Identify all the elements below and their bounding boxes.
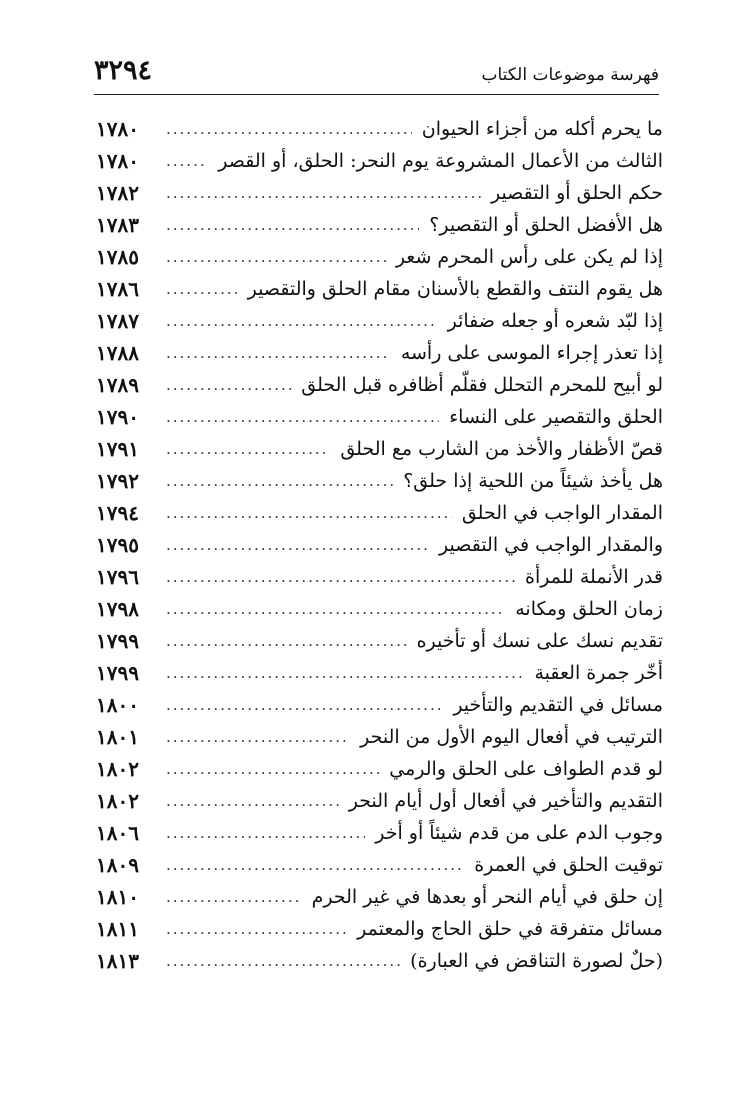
toc-entry-page-number: ١٨٠٦	[96, 821, 139, 845]
toc-entry	[96, 753, 663, 785]
dot-leader	[166, 663, 524, 683]
toc-entry-title: مسائل متفرقة في حلق الحاج والمعتمر	[357, 918, 663, 940]
toc-entry	[96, 785, 663, 817]
toc-entry-title: إذا لم يكن على رأس المحرم شعر	[395, 246, 663, 268]
header-divider	[94, 94, 659, 95]
toc-entry-page-number: ١٧٨٠	[96, 149, 139, 173]
toc-entry	[96, 561, 663, 593]
toc-entry-title: قصّ الأظفار والأخذ من الشارب مع الحلق	[340, 438, 663, 460]
toc-entry-title: لو قدم الطواف على الحلق والرمي	[389, 758, 663, 780]
toc-entry	[96, 881, 663, 913]
dot-leader	[166, 599, 505, 619]
book-section-title: فهرسة موضوعات الكتاب	[481, 65, 659, 85]
toc-entry-page-number: ١٨٠٢	[96, 789, 139, 813]
toc-entry	[96, 913, 663, 945]
table-of-contents	[96, 113, 663, 977]
toc-entry-page-number: ١٧٨٧	[96, 309, 139, 333]
toc-entry	[96, 593, 663, 625]
toc-entry	[96, 273, 663, 305]
toc-entry	[96, 721, 663, 753]
toc-entry-title: زمان الحلق ومكانه	[515, 598, 663, 620]
dot-leader	[166, 855, 464, 875]
toc-entry-title: الحلق والتقصير على النساء	[449, 406, 663, 428]
toc-entry-title: لو أبيح للمحرم التحلل فقلّم أظافره قبل الحلق	[301, 374, 663, 396]
toc-entry-page-number: ١٧٩٢	[96, 469, 139, 493]
toc-entry-page-number: ١٨٠٠	[96, 693, 139, 717]
toc-entry-title: هل يقوم النتف والقطع بالأسنان مقام الحلق والتقصير	[247, 278, 663, 300]
dot-leader	[166, 727, 350, 747]
dot-leader	[166, 695, 443, 715]
dot-leader	[166, 759, 379, 779]
dot-leader	[166, 215, 419, 235]
toc-entry-title: إذا تعذر إجراء الموسى على رأسه	[400, 342, 663, 364]
toc-entry-page-number: ١٨٠٩	[96, 853, 139, 877]
toc-entry	[96, 625, 663, 657]
toc-entry-page-number: ١٧٩١	[96, 437, 139, 461]
dot-leader	[166, 343, 391, 363]
dot-leader	[166, 439, 330, 459]
dot-leader	[166, 183, 481, 203]
toc-entry-title: التقديم والتأخير في أفعال أول أيام النحر	[348, 790, 663, 812]
dot-leader	[166, 503, 452, 523]
dot-leader	[166, 535, 429, 555]
toc-entry-page-number: ١٧٩٩	[96, 661, 139, 685]
toc-entry-title: ما يحرم أكله من أجزاء الحيوان	[421, 118, 663, 140]
dot-leader	[166, 247, 386, 267]
toc-entry	[96, 849, 663, 881]
toc-entry-page-number: ١٧٨٨	[96, 341, 139, 365]
toc-entry	[96, 657, 663, 689]
toc-entry-page-number: ١٧٨٢	[96, 181, 139, 205]
toc-entry	[96, 241, 663, 273]
toc-entry-page-number: ١٧٩٦	[96, 565, 139, 589]
toc-entry	[96, 305, 663, 337]
dot-leader	[166, 407, 439, 427]
toc-entry-title: أخّر جمرة العقبة	[534, 662, 663, 684]
toc-entry	[96, 817, 663, 849]
toc-entry-page-number: ١٨١٣	[96, 949, 139, 973]
toc-entry-page-number: ١٧٨٥	[96, 245, 139, 269]
toc-entry-title: تقديم نسك على نسك أو تأخيره	[416, 630, 663, 652]
toc-entry	[96, 497, 663, 529]
toc-entry-title: وجوب الدم على من قدم شيئاً أو أخر	[375, 822, 663, 844]
dot-leader	[166, 311, 438, 331]
toc-entry	[96, 145, 663, 177]
page-header	[94, 52, 659, 92]
toc-entry	[96, 401, 663, 433]
page-number: ٣٢٩٤	[94, 55, 153, 86]
dot-leader	[166, 567, 515, 587]
toc-entry-page-number: ١٨١٠	[96, 885, 139, 909]
toc-entry-page-number: ١٧٩٥	[96, 533, 139, 557]
toc-entry	[96, 689, 663, 721]
toc-entry-page-number: ١٨٠٢	[96, 757, 139, 781]
toc-entry-page-number: ١٧٩٨	[96, 597, 139, 621]
toc-entry	[96, 337, 663, 369]
toc-entry-title: المقدار الواجب في الحلق	[461, 502, 663, 524]
toc-entry-title: توقيت الحلق في العمرة	[474, 854, 663, 876]
toc-entry-title: (حلٌ لصورة التناقض في العبارة)	[410, 950, 663, 972]
dot-leader	[166, 631, 407, 651]
toc-entry	[96, 433, 663, 465]
toc-entry-page-number: ١٧٩٠	[96, 405, 139, 429]
toc-entry-title: هل يأخذ شيئاً من اللحية إذا حلق؟	[403, 470, 663, 492]
dot-leader	[166, 119, 412, 139]
toc-entry-page-number: ١٧٨٣	[96, 213, 139, 237]
dot-leader	[166, 951, 400, 971]
dot-leader	[166, 791, 339, 811]
toc-entry-title: إن حلق في أيام النحر أو بعدها في غير الحرم	[311, 886, 663, 908]
toc-entry	[96, 465, 663, 497]
toc-entry-title: الترتيب في أفعال اليوم الأول من النحر	[360, 726, 663, 748]
toc-entry	[96, 177, 663, 209]
dot-leader	[166, 887, 302, 907]
toc-entry-page-number: ١٧٨٩	[96, 373, 139, 397]
dot-leader	[166, 823, 365, 843]
dot-leader	[166, 279, 238, 299]
toc-entry-title: هل الأفضل الحلق أو التقصير؟	[429, 214, 663, 236]
toc-entry-page-number: ١٧٩٤	[96, 501, 139, 525]
toc-entry-title: مسائل في التقديم والتأخير	[453, 694, 663, 716]
toc-entry-title: إذا لبّد شعره أو جعله ضفائر	[447, 310, 663, 332]
toc-entry	[96, 529, 663, 561]
toc-entry	[96, 113, 663, 145]
toc-entry	[96, 369, 663, 401]
dot-leader	[166, 375, 291, 395]
toc-entry-title: حكم الحلق أو التقصير	[490, 182, 663, 204]
dot-leader	[166, 919, 347, 939]
dot-leader	[166, 471, 393, 491]
toc-entry-title: قدر الأنملة للمرأة	[525, 566, 663, 588]
toc-entry	[96, 209, 663, 241]
toc-entry-page-number: ١٨٠١	[96, 725, 139, 749]
toc-entry-page-number: ١٨١١	[96, 917, 139, 941]
dot-leader	[166, 151, 208, 171]
toc-entry-page-number: ١٧٨٦	[96, 277, 139, 301]
toc-entry-page-number: ١٧٩٩	[96, 629, 139, 653]
toc-entry-title: والمقدار الواجب في التقصير	[439, 534, 663, 556]
toc-entry-page-number: ١٧٨٠	[96, 117, 139, 141]
toc-entry-title: الثالث من الأعمال المشروعة يوم النحر: الحلق، أو القصر	[218, 150, 663, 172]
toc-entry	[96, 945, 663, 977]
